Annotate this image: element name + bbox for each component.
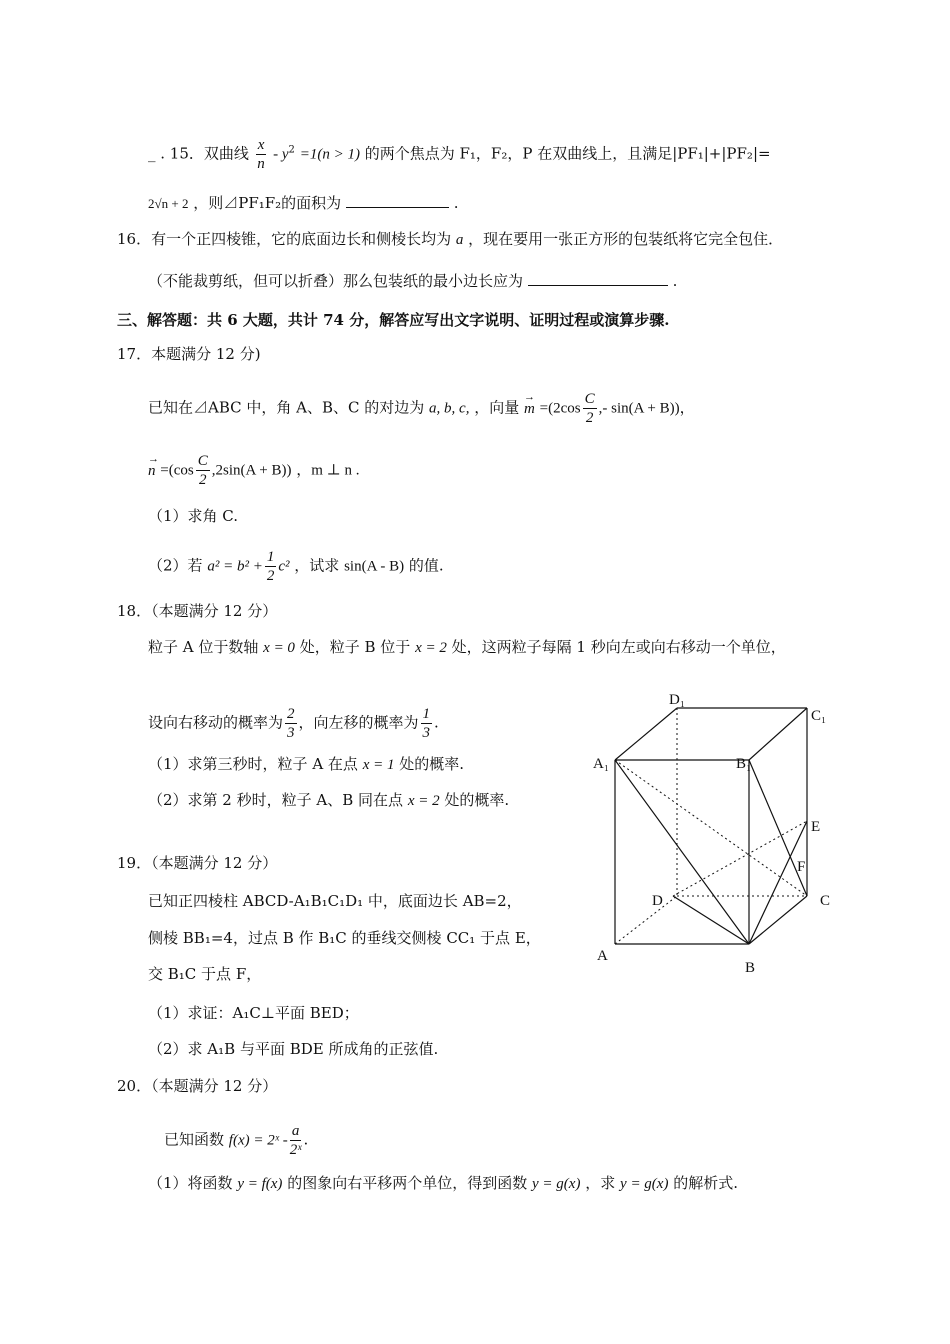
q16-text-a: 16．有一个正四棱锥，它的底面边长和侧棱长均为 <box>117 230 452 248</box>
q17-line1-b: ，向量 <box>474 398 520 417</box>
edge-b-c <box>749 896 807 944</box>
q15-eq: =1(n > 1) <box>299 146 360 163</box>
label-c: C <box>820 893 831 909</box>
q17-vector-m: → m <box>524 398 535 420</box>
q17-vector-n: → n <box>148 460 156 482</box>
q17-m-frac-num: C <box>584 391 595 407</box>
q17-perp: ，m ⊥ n . <box>296 462 360 479</box>
q18-p1-a: （1）求第三秒时，粒子 A 在点 <box>148 755 358 773</box>
label-f: F <box>797 859 806 875</box>
q17-line1-a: 已知在⊿ABC 中，角 A、B、C 的对边为 <box>148 398 425 417</box>
label-d1: D₁ <box>669 692 686 708</box>
q17-title: 17．本题满分 12 分) <box>117 345 261 363</box>
q17-p2-a: （2）若 <box>148 556 203 575</box>
q19-line3: 交 B₁C 于点 F， <box>148 965 262 983</box>
q15-line2-text: ，则⊿PF₁F₂的面积为 <box>193 194 342 212</box>
q18-p-right-num: 2 <box>287 706 295 722</box>
q18-p-left-num: 1 <box>422 706 431 722</box>
q18-p2-x: x = 2 <box>407 793 440 809</box>
q20-line1-end: . <box>303 1130 309 1149</box>
q16-var: a <box>455 232 464 248</box>
line-d-e <box>673 821 807 896</box>
q18-line1-b: 处，粒子 B 位于 <box>299 638 411 656</box>
q17-p2-expr-b: c² <box>278 558 290 575</box>
q18-p-right <box>285 705 297 742</box>
q17-n-frac-den: 2 <box>198 472 207 488</box>
q18-line2-end: . <box>434 713 439 732</box>
q17-line1 <box>148 390 695 427</box>
q19-line2: 侧棱 BB₁=4，过点 B 作 B₁C 的垂线交侧棱 CC₁ 于点 E， <box>148 929 541 947</box>
q17-n-frac <box>196 452 210 489</box>
section-3-heading: 三、解答题：共 6 大题，共计 74 分，解答应写出文字说明、证明过程或演算步骤. <box>117 311 670 329</box>
label-a: A <box>597 948 608 964</box>
q20-frac <box>290 1122 302 1159</box>
q17-m-frac-den: 2 <box>585 410 594 426</box>
q20-p1-e3: y = g(x) <box>620 1176 669 1192</box>
q17-n-expr-a: =(cos <box>160 462 194 479</box>
q20-frac-den: 2ˣ <box>289 1142 302 1158</box>
q17-part1: （1）求角 C. <box>148 507 239 525</box>
diag-b1-c <box>749 760 807 896</box>
q20-p1-e2: y = g(x) <box>532 1176 581 1192</box>
q20-p1-c: ，求 <box>585 1174 616 1192</box>
q17-line2 <box>148 452 360 489</box>
q20-p1-b: 的图象向右平移两个单位，得到函数 <box>287 1174 528 1192</box>
q18-line2-b: ，向左移的概率为 <box>298 713 419 732</box>
q17-p2-frac-num: 1 <box>266 549 275 565</box>
q16-answer-blank[interactable] <box>528 271 668 286</box>
q18-x0: x = 0 <box>263 640 295 656</box>
q15-end: . <box>453 194 459 212</box>
q20-part1 <box>148 1172 738 1195</box>
q20-title: 20．（本题满分 12 分） <box>117 1077 278 1095</box>
q15-answer-blank[interactable] <box>346 193 449 208</box>
q18-p-right-den: 3 <box>287 725 295 741</box>
q15-line2 <box>148 192 459 215</box>
q16-line2-text: （不能裁剪纸，但可以折叠）那么包装纸的最小边长应为 <box>148 272 524 290</box>
q17-part2 <box>148 548 444 585</box>
edge-a-d <box>615 896 677 944</box>
q20-p1-e1: y = f(x) <box>237 1176 283 1192</box>
q18-part1 <box>148 753 464 776</box>
q19-part1: （1）求证：A₁C⊥平面 BED； <box>148 1004 359 1022</box>
q18-p-left-den: 3 <box>422 725 431 741</box>
q18-p-left <box>421 705 433 742</box>
q17-line1-end: ， <box>679 398 695 417</box>
edge-a1-d1 <box>615 708 677 760</box>
q17-n-expr-b: ,2sin(A + B)) <box>211 462 292 479</box>
q20-p1-a: （1）将函数 <box>148 1174 233 1192</box>
q15-fraction <box>256 136 267 173</box>
q18-p2-b: 处的概率. <box>444 791 510 809</box>
prism-figure <box>585 690 845 990</box>
q15-line1: _ . 15．双曲线 $\frac{x}{n}$ - $y^2 =1(n > 1)$ 的两个焦点为 F₁，F₂，P 在双曲线上，且满足|PF₁|+|PF₂|= <box>148 137 771 172</box>
q18-p2-a: （2）求第 2 秒时，粒子 A、B 同在点 <box>148 791 404 809</box>
label-c1: C₁ <box>811 708 827 724</box>
q17-p2-frac <box>265 548 277 585</box>
q15-frac-den: n <box>257 156 265 172</box>
q17-p2-end: 的值. <box>408 556 444 575</box>
q17-p2-b: ，试求 <box>294 556 340 575</box>
q18-line1-a: 粒子 A 位于数轴 <box>148 638 259 656</box>
q16-end: . <box>672 272 678 290</box>
q18-line2 <box>148 705 439 742</box>
line-b-e <box>749 821 807 944</box>
q17-m-expr-b: ,- sin(A + B)) <box>598 400 680 417</box>
q18-part2 <box>148 789 509 812</box>
q18-p1-b: 处的概率. <box>399 755 465 773</box>
q17-n-frac-num: C <box>197 453 208 469</box>
q20-expr: f(x) = 2ˣ - <box>228 1132 288 1149</box>
q17-vars: a, b, c, <box>429 400 470 417</box>
q17-p2-expr-c: sin(A - B) <box>344 558 405 575</box>
label-e: E <box>811 819 821 835</box>
q17-p2-frac-den: 2 <box>266 568 275 584</box>
q18-line1 <box>148 636 786 659</box>
line-d-b <box>673 896 749 944</box>
q16-text-b: ，现在要用一张正方形的包装纸将它完全包住． <box>468 230 784 248</box>
q18-title: 18．（本题满分 12 分） <box>117 602 278 620</box>
q15-prefix: _ . 15．双曲线 <box>148 144 249 163</box>
q16-line2 <box>148 270 677 292</box>
q15-text: 的两个焦点为 F₁，F₂，P 在双曲线上，且满足|PF₁|+|PF₂|= <box>364 144 771 163</box>
q15-sqrt-expr: 2√n + 2 <box>148 196 189 211</box>
q15-mid: - y <box>273 146 289 163</box>
q18-x2: x = 2 <box>415 640 447 656</box>
q18-p1-x: x = 1 <box>362 757 395 773</box>
q15-frac-num: x <box>257 137 265 153</box>
q20-line1 <box>164 1122 308 1159</box>
q18-line1-c: 处，这两粒子每隔 1 秒向左或向右移动一个单位， <box>451 638 786 656</box>
q17-m-frac <box>583 390 597 427</box>
q20-p1-d: 的解析式. <box>673 1174 739 1192</box>
q19-title: 19．（本题满分 12 分） <box>117 854 278 872</box>
q18-line2-a: 设向右移动的概率为 <box>148 713 284 732</box>
q20-frac-num: a <box>290 1122 302 1141</box>
label-b: B <box>745 960 756 976</box>
q19-part2: （2）求 A₁B 与平面 BDE 所成角的正弦值. <box>148 1040 439 1058</box>
q17-p2-expr: a² = b² + <box>207 558 263 575</box>
diag-a1-b <box>615 760 749 944</box>
label-a1: A₁ <box>593 756 610 772</box>
q20-line1-a: 已知函数 <box>164 1130 225 1149</box>
q17-m-expr-a: =(2cos <box>539 400 581 417</box>
label-d: D <box>652 893 663 909</box>
label-b1: B₁ <box>736 756 752 772</box>
edge-c1-b1 <box>749 708 807 760</box>
q19-line1: 已知正四棱柱 ABCD-A₁B₁C₁D₁ 中，底面边长 AB=2， <box>148 892 522 910</box>
q16-line1 <box>117 228 783 251</box>
